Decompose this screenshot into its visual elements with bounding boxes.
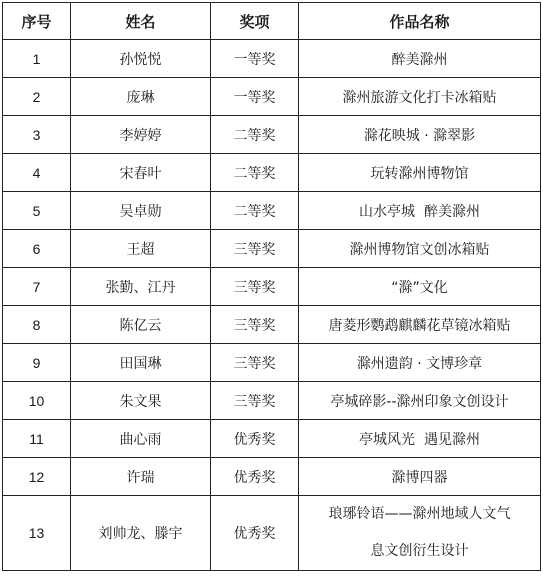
row-title-line-1: 琅琊铃语——滁州地域人文气 bbox=[328, 506, 511, 522]
row-title: 亭城碎影--滁州印象文创设计 bbox=[299, 382, 541, 420]
row-no: 6 bbox=[3, 230, 71, 268]
row-award: 二等奖 bbox=[211, 192, 299, 230]
table-row bbox=[3, 382, 541, 420]
row-title: 唐菱形鹦鹉麒麟花草镜冰箱贴 bbox=[299, 306, 541, 344]
row-title: 滁博四器 bbox=[299, 458, 541, 496]
row-title: 滁州遗韵 · 文博珍章 bbox=[299, 344, 541, 382]
row-award: 三等奖 bbox=[211, 230, 299, 268]
row-award: 优秀奖 bbox=[211, 496, 299, 571]
row-name: 孙悦悦 bbox=[71, 40, 211, 78]
row-no: 13 bbox=[3, 496, 71, 571]
table-row bbox=[3, 230, 541, 268]
row-award: 优秀奖 bbox=[211, 420, 299, 458]
row-title: 滁花映城 · 滁翠影 bbox=[299, 116, 541, 154]
header-no: 序号 bbox=[3, 3, 71, 40]
header-award: 奖项 bbox=[211, 3, 299, 40]
table-row bbox=[3, 458, 541, 496]
row-award: 三等奖 bbox=[211, 306, 299, 344]
row-no: 10 bbox=[3, 382, 71, 420]
row-title: 滁州博物馆文创冰箱贴 bbox=[299, 230, 541, 268]
row-award: 一等奖 bbox=[211, 78, 299, 116]
row-name: 陈亿云 bbox=[71, 306, 211, 344]
row-name: 李婷婷 bbox=[71, 116, 211, 154]
row-title: 玩转滁州博物馆 bbox=[299, 154, 541, 192]
row-name: 刘帅龙、滕宇 bbox=[71, 496, 211, 571]
row-title: 醉美滁州 bbox=[299, 40, 541, 78]
row-no: 11 bbox=[3, 420, 71, 458]
row-no: 1 bbox=[3, 40, 71, 78]
row-no: 7 bbox=[3, 268, 71, 306]
table-row bbox=[3, 192, 541, 230]
row-name: 王超 bbox=[71, 230, 211, 268]
row-title: 滁州旅游文化打卡冰箱贴 bbox=[299, 78, 541, 116]
row-title-line-2: 息文创衍生设计 bbox=[370, 543, 469, 559]
row-award: 一等奖 bbox=[211, 40, 299, 78]
header-row bbox=[3, 3, 541, 40]
table-row bbox=[3, 116, 541, 154]
row-name: 吴卓勋 bbox=[71, 192, 211, 230]
row-no: 9 bbox=[3, 344, 71, 382]
row-award: 二等奖 bbox=[211, 154, 299, 192]
header-title: 作品名称 bbox=[299, 3, 541, 40]
awards-table bbox=[2, 2, 541, 571]
table-row bbox=[3, 268, 541, 306]
row-title: “滁”文化 bbox=[299, 268, 541, 306]
row-name: 庞琳 bbox=[71, 78, 211, 116]
row-name: 曲心雨 bbox=[71, 420, 211, 458]
row-title: 山水亭城 醉美滁州 bbox=[299, 192, 541, 230]
table-row bbox=[3, 78, 541, 116]
row-award: 三等奖 bbox=[211, 268, 299, 306]
row-award: 三等奖 bbox=[211, 344, 299, 382]
row-no: 3 bbox=[3, 116, 71, 154]
row-name: 许瑞 bbox=[71, 458, 211, 496]
row-no: 2 bbox=[3, 78, 71, 116]
row-no: 4 bbox=[3, 154, 71, 192]
table-row bbox=[3, 344, 541, 382]
row-title: 亭城风光 遇见滁州 bbox=[299, 420, 541, 458]
row-award: 优秀奖 bbox=[211, 458, 299, 496]
table-row bbox=[3, 306, 541, 344]
table-row bbox=[3, 496, 541, 571]
row-no: 12 bbox=[3, 458, 71, 496]
row-award: 二等奖 bbox=[211, 116, 299, 154]
row-name: 宋春叶 bbox=[71, 154, 211, 192]
table-row bbox=[3, 420, 541, 458]
table-row bbox=[3, 40, 541, 78]
row-name: 朱文果 bbox=[71, 382, 211, 420]
row-name: 田国琳 bbox=[71, 344, 211, 382]
table-row bbox=[3, 154, 541, 192]
header-name: 姓名 bbox=[71, 3, 211, 40]
row-no: 8 bbox=[3, 306, 71, 344]
row-name: 张勤、江丹 bbox=[71, 268, 211, 306]
row-title bbox=[299, 496, 541, 571]
row-no: 5 bbox=[3, 192, 71, 230]
row-award: 三等奖 bbox=[211, 382, 299, 420]
